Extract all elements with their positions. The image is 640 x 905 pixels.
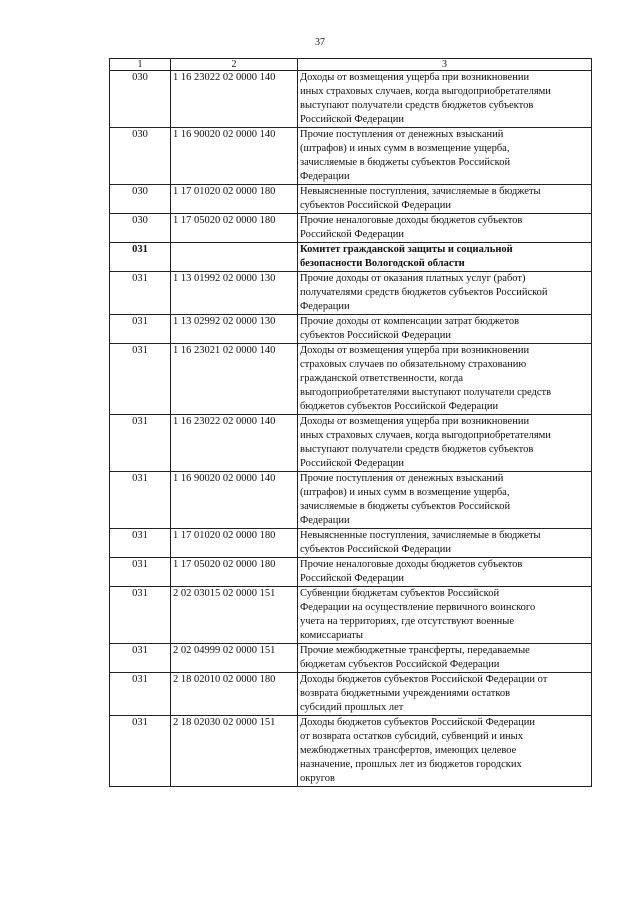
description-cell: [298, 185, 592, 214]
table-row: [110, 558, 592, 587]
description-cell: [298, 243, 592, 272]
description-line: Федерации: [300, 301, 350, 312]
revenue-code-cell: 1 13 01992 02 0000 130: [171, 272, 298, 315]
admin-code-cell: 031: [110, 558, 171, 587]
table-row: [110, 243, 592, 272]
revenue-code-cell: 1 16 90020 02 0000 140: [171, 128, 298, 185]
description-line: субъектов Российской Федерации: [300, 200, 452, 211]
description-line: Невыясненные поступления, зачисляемые в бюджеты: [300, 186, 541, 197]
revenue-code-cell: 2 02 04999 02 0000 151: [171, 644, 298, 673]
revenue-code-cell: 2 18 02010 02 0000 180: [171, 673, 298, 716]
page-number: 37: [315, 37, 325, 48]
revenue-code-cell: 1 16 23022 02 0000 140: [171, 71, 298, 128]
table-row: [110, 529, 592, 558]
table-row: [110, 71, 592, 128]
revenue-code-cell: 1 17 01020 02 0000 180: [171, 185, 298, 214]
admin-code-cell: 031: [110, 673, 171, 716]
description-cell: [298, 673, 592, 716]
revenue-code-cell: 1 17 01020 02 0000 180: [171, 529, 298, 558]
description-line: Комитет гражданской защиты и социальной: [300, 244, 513, 255]
description-line: иных страховых случаев, когда выгодоприобретателями: [300, 86, 551, 97]
description-line: Прочие доходы от компенсации затрат бюджетов: [300, 316, 520, 327]
description-line: гражданской ответственности, когда: [300, 373, 464, 384]
table-row: [110, 587, 592, 644]
admin-code-cell: 031: [110, 344, 171, 415]
admin-code-cell: 031: [110, 587, 171, 644]
description-cell: [298, 558, 592, 587]
table-row: [110, 315, 592, 344]
revenue-code-cell: [171, 243, 298, 272]
admin-code-cell: 031: [110, 243, 171, 272]
description-line: субсидий прошлых лет: [300, 702, 404, 713]
revenue-code-cell: 2 18 02030 02 0000 151: [171, 716, 298, 787]
description-line: Доходы от возмещения ущерба при возникновении: [300, 345, 530, 356]
description-line: Российской Федерации: [300, 114, 404, 125]
description-line: Прочие поступления от денежных взысканий: [300, 473, 504, 484]
description-line: получателями средств бюджетов субъектов Российской: [300, 287, 548, 298]
description-line: зачисляемые в бюджеты субъектов Российской: [300, 157, 511, 168]
description-cell: [298, 214, 592, 243]
description-line: Федерации на осуществление первичного воинского: [300, 602, 536, 613]
revenue-code-cell: 1 17 05020 02 0000 180: [171, 558, 298, 587]
description-line: Российской Федерации: [300, 573, 404, 584]
table-row: [110, 344, 592, 415]
description-line: комиссариаты: [300, 630, 363, 641]
revenue-code-cell: 1 17 05020 02 0000 180: [171, 214, 298, 243]
table-row: [110, 214, 592, 243]
description-line: иных страховых случаев, когда выгодоприобретателями: [300, 430, 551, 441]
admin-code-cell: 031: [110, 644, 171, 673]
admin-code-cell: 030: [110, 214, 171, 243]
admin-code-cell: 030: [110, 71, 171, 128]
admin-code-cell: 031: [110, 415, 171, 472]
table-row: [110, 472, 592, 529]
description-line: округов: [300, 773, 335, 784]
description-cell: [298, 472, 592, 529]
description-line: безопасности Вологодской области: [300, 258, 465, 269]
description-line: (штрафов) и иных сумм в возмещение ущерба,: [300, 487, 510, 498]
description-line: Доходы бюджетов субъектов Российской Федерации от: [300, 674, 548, 685]
table-row: [110, 716, 592, 787]
column-header-3: 3: [298, 59, 592, 71]
description-line: от возврата остатков субсидий, субвенций и иных: [300, 731, 523, 742]
table-row: [110, 128, 592, 185]
description-line: Прочие межбюджетные трансферты, передаваемые: [300, 645, 530, 656]
description-cell: [298, 587, 592, 644]
description-line: Доходы от возмещения ущерба при возникновении: [300, 416, 530, 427]
admin-code-cell: 031: [110, 716, 171, 787]
description-line: субъектов Российской Федерации: [300, 544, 452, 555]
revenue-code-cell: 2 02 03015 02 0000 151: [171, 587, 298, 644]
budget-classification-table: [109, 58, 592, 787]
description-line: Субвенции бюджетам субъектов Российской: [300, 588, 500, 599]
column-header-1: 1: [110, 59, 171, 71]
description-line: выступают получатели средств бюджетов субъектов: [300, 100, 534, 111]
description-line: выгодоприобретателями выступают получатели средств: [300, 387, 552, 398]
description-line: выступают получатели средств бюджетов субъектов: [300, 444, 534, 455]
table-row: [110, 272, 592, 315]
table-row: [110, 185, 592, 214]
description-line: Российской Федерации: [300, 458, 404, 469]
description-cell: [298, 128, 592, 185]
description-cell: [298, 644, 592, 673]
table-header-row: [110, 59, 592, 71]
description-line: зачисляемые в бюджеты субъектов Российской: [300, 501, 511, 512]
revenue-code-cell: 1 13 02992 02 0000 130: [171, 315, 298, 344]
description-line: Федерации: [300, 171, 350, 182]
description-line: Прочие неналоговые доходы бюджетов субъектов: [300, 559, 523, 570]
admin-code-cell: 030: [110, 128, 171, 185]
description-line: возврата бюджетными учреждениями остатков: [300, 688, 511, 699]
description-line: Доходы бюджетов субъектов Российской Федерации: [300, 717, 536, 728]
revenue-code-cell: 1 16 23022 02 0000 140: [171, 415, 298, 472]
description-cell: [298, 716, 592, 787]
admin-code-cell: 030: [110, 185, 171, 214]
table-body: [110, 71, 592, 787]
description-line: бюджетам субъектов Российской Федерации: [300, 659, 500, 670]
admin-code-cell: 031: [110, 529, 171, 558]
description-line: Невыясненные поступления, зачисляемые в бюджеты: [300, 530, 541, 541]
admin-code-cell: 031: [110, 272, 171, 315]
description-cell: [298, 344, 592, 415]
description-cell: [298, 315, 592, 344]
description-line: Доходы от возмещения ущерба при возникновении: [300, 72, 530, 83]
description-line: Прочие неналоговые доходы бюджетов субъектов: [300, 215, 523, 226]
description-line: бюджетов субъектов Российской Федерации: [300, 401, 499, 412]
description-cell: [298, 415, 592, 472]
description-line: Федерации: [300, 515, 350, 526]
table-row: [110, 644, 592, 673]
description-line: субъектов Российской Федерации: [300, 330, 452, 341]
description-cell: [298, 71, 592, 128]
description-line: межбюджетных трансфертов, имеющих целевое: [300, 745, 517, 756]
revenue-code-cell: 1 16 90020 02 0000 140: [171, 472, 298, 529]
description-line: назначение, прошлых лет из бюджетов городских: [300, 759, 522, 770]
table-row: [110, 415, 592, 472]
description-line: Российской Федерации: [300, 229, 404, 240]
column-header-2: 2: [171, 59, 298, 71]
description-cell: [298, 529, 592, 558]
admin-code-cell: 031: [110, 472, 171, 529]
table-row: [110, 673, 592, 716]
description-line: страховых случаев по обязательному страхованию: [300, 359, 527, 370]
revenue-code-cell: 1 16 23021 02 0000 140: [171, 344, 298, 415]
description-line: (штрафов) и иных сумм в возмещение ущерба,: [300, 143, 510, 154]
admin-code-cell: 031: [110, 315, 171, 344]
description-line: Прочие поступления от денежных взысканий: [300, 129, 504, 140]
description-line: Прочие доходы от оказания платных услуг (работ): [300, 273, 526, 284]
description-line: учета на территориях, где отсутствуют военные: [300, 616, 514, 627]
description-cell: [298, 272, 592, 315]
